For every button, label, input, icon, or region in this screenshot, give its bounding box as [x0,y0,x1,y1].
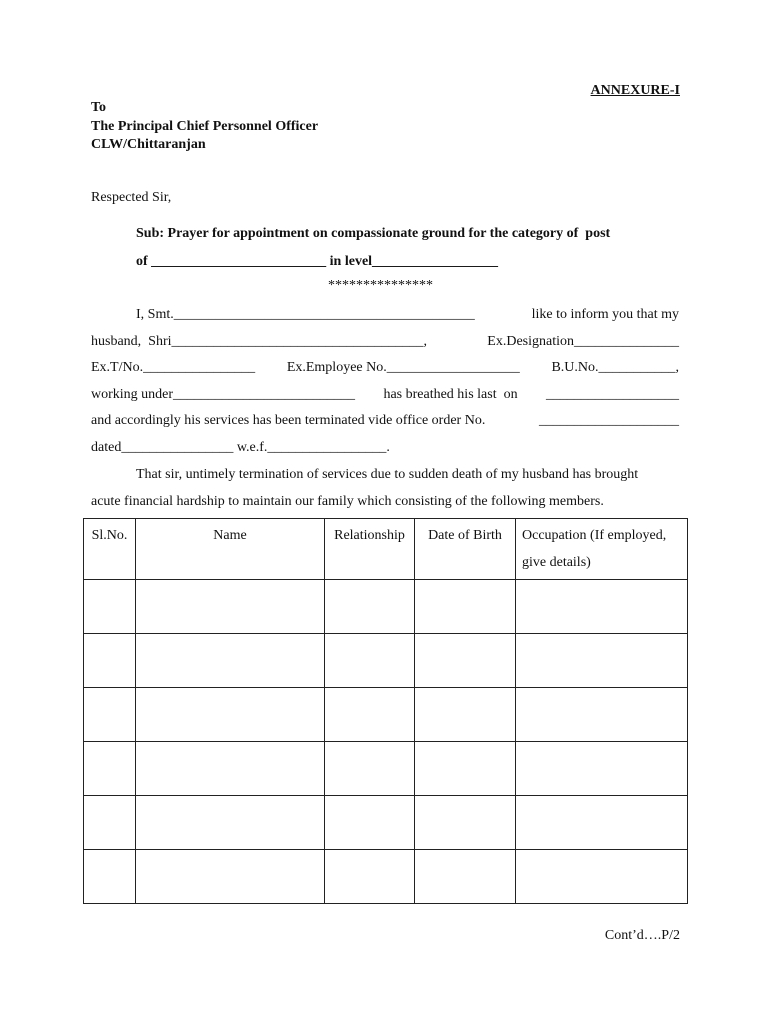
table-cell[interactable] [516,742,688,796]
body-line-4-a: working under__________________________ [91,387,356,402]
table-cell[interactable] [84,580,136,634]
table-cell[interactable] [415,634,516,688]
table-cell[interactable] [415,796,516,850]
table-cell[interactable] [136,688,325,742]
table-cell[interactable] [84,742,136,796]
table-cell[interactable] [516,580,688,634]
table-cell[interactable] [325,850,415,904]
body-line-2-b: Ex.Designation_______________ [487,334,679,349]
table-cell[interactable] [325,688,415,742]
body-line-4 [91,386,679,404]
table-cell[interactable] [415,688,516,742]
body-line-3-c: B.U.No.___________, [551,360,679,375]
table-cell[interactable] [516,796,688,850]
col-header-name: Name [136,519,325,580]
body-line-6: dated________________ w.e.f._________________. [91,440,390,455]
separator-stars: *************** [328,278,433,293]
body-line-2 [91,333,679,351]
address-officer: The Principal Chief Personnel Officer [91,119,319,134]
body-line-2-a: husband, Shri____________________________________, [91,334,427,349]
salutation: Respected Sir, [91,190,172,205]
table-cell[interactable] [84,796,136,850]
table-cell[interactable] [325,580,415,634]
body-line-5-a: and accordingly his services has been terminated vide office order No. [91,413,486,428]
table-cell[interactable] [136,796,325,850]
table-row [84,634,688,688]
subject-line-2: of _________________________ in level__________________ [136,254,499,269]
table-cell[interactable] [516,688,688,742]
table-cell[interactable] [415,580,516,634]
table-cell[interactable] [136,742,325,796]
table-cell[interactable] [84,850,136,904]
body-line-1 [136,306,679,324]
body-line-1-a: I, Smt.___________________________________________ [136,307,475,322]
table-cell[interactable] [84,688,136,742]
col-header-slno: Sl.No. [84,519,136,580]
family-members-table [83,518,688,904]
body-line-5-b: ____________________ [539,413,679,428]
table-row [84,742,688,796]
table-row [84,688,688,742]
table-cell[interactable] [136,634,325,688]
subject-line-1: Sub: Prayer for appointment on compassionate ground for the category of post [136,226,611,241]
address-to: To [91,100,107,115]
table-cell[interactable] [415,850,516,904]
table-cell[interactable] [136,580,325,634]
table-cell[interactable] [136,850,325,904]
continued-footer: Cont’d….P/2 [604,928,680,943]
body-line-4-b: has breathed his last on [383,387,518,402]
body-line-4-c: ___________________ [546,387,679,402]
table-row [84,850,688,904]
table-cell[interactable] [325,634,415,688]
col-header-date-of-birth: Date of Birth [415,519,516,580]
body-line-3 [91,359,679,377]
table-cell[interactable] [325,742,415,796]
table-cell[interactable] [325,796,415,850]
table-row [84,796,688,850]
table-row [84,580,688,634]
annexure-heading: ANNEXURE-I [590,83,680,98]
table-header-row [84,519,688,580]
col-header-relationship: Relationship [325,519,415,580]
body-line-3-b: Ex.Employee No.___________________ [286,360,520,375]
address-place: CLW/Chittaranjan [91,137,206,152]
table-cell[interactable] [516,634,688,688]
body-line-1-b: like to inform you that my [531,307,679,322]
table-cell[interactable] [516,850,688,904]
col-header-occupation: Occupation (If employed, give details) [516,519,688,580]
body-line-3-a: Ex.T/No.________________ [91,360,256,375]
body-line-8: acute financial hardship to maintain our family which consisting of the following members. [91,494,604,509]
table-cell[interactable] [84,634,136,688]
table-cell[interactable] [415,742,516,796]
body-line-5 [91,412,679,430]
body-line-7: That sir, untimely termination of services due to sudden death of my husband has brought [136,467,639,482]
